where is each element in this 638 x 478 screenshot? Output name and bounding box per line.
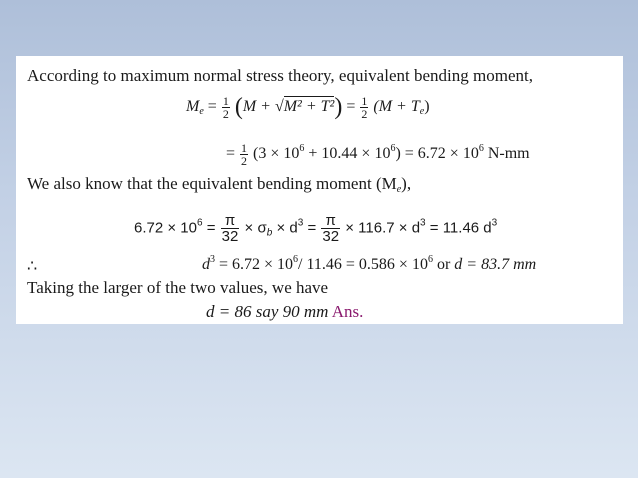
equation-diameter: $d^3 = 6.72 \times 10^6/$ $11.46 = 0.586 \times 10^6$ or d = 83.7 mm xyxy=(202,254,537,273)
therefore-symbol: ∴ xyxy=(27,258,38,275)
equation-equivalent-moment: $M_e$ = $\frac{1}{2}$ (M + √M² + T²) = $\frac{1}{2}$ $(M + T_e)$ xyxy=(186,93,430,121)
answer-label: Ans. xyxy=(331,302,364,321)
equation-stress-relation: $6.72 \times 10^6$ = $\frac{\pi}{32}$ × $\sigma_b \times d^3$ = $\frac{\pi}{32}$ × $116.7 \times d^3 = 11.46$ $d^3$ xyxy=(134,212,498,245)
equation-substitution: = $\frac{1}{2}$ $(3 \times 10^6 + 10.44 \times 10^6) = 6.72 \times 10^6$ N-mm xyxy=(226,141,530,168)
equivalent-moment-text: We also know that the equivalent bending moment $(M_e)$, xyxy=(27,174,412,195)
larger-value-text: Taking the larger of the two values, we have xyxy=(27,278,329,297)
content-panel xyxy=(16,56,623,324)
intro-text: According to maximum normal stress theory, equivalent bending moment, xyxy=(27,66,533,85)
final-answer: d = 86 say 90 mm Ans. xyxy=(206,302,364,321)
